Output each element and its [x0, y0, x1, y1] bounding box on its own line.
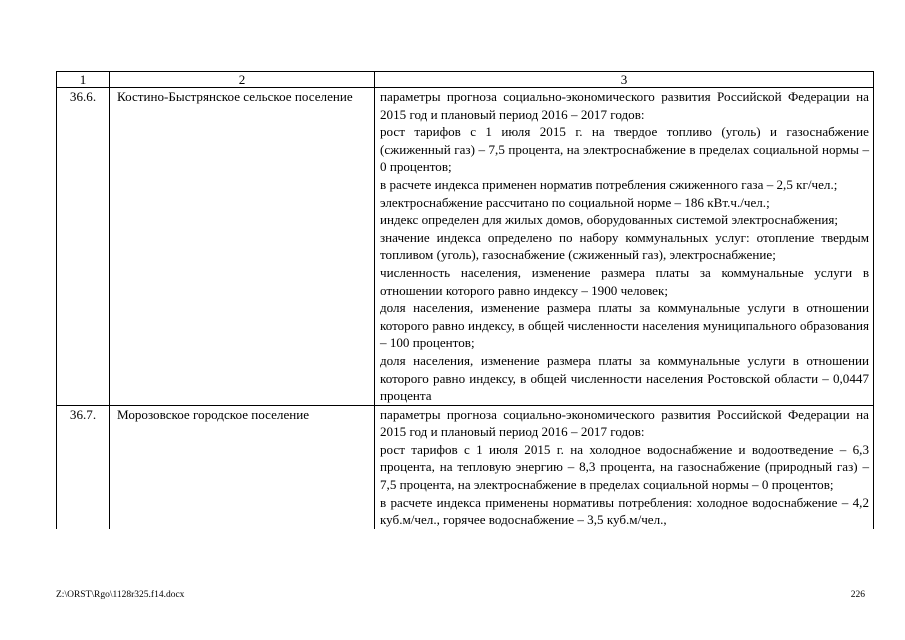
- row-number: 36.7.: [57, 405, 110, 529]
- paragraph: значение индекса определено по набору коммунальных услуг: отопление твердым топливом (уголь), газоснабжение (сжиженный газ), электроснабжение;: [380, 229, 869, 263]
- header-row: [57, 72, 874, 88]
- header-col-1: 1: [57, 72, 110, 88]
- row-number: 36.6.: [57, 88, 110, 406]
- table-header: [57, 72, 874, 88]
- table-row: [57, 88, 874, 406]
- table-body: [57, 88, 874, 529]
- municipality-name: Морозовское городское поселение: [110, 405, 375, 529]
- paragraph: индекс определен для жилых домов, оборудованных системой электроснабжения;: [380, 212, 839, 228]
- municipality-name: Костино-Быстрянское сельское поселение: [110, 88, 375, 406]
- paragraph: параметры прогноза социально-экономического развития Российской Федерации на 2015 год и плановый период 2016 – 2017 годов:: [380, 406, 869, 440]
- footer-page-number: 226: [850, 590, 865, 600]
- parameters-cell: [375, 88, 874, 406]
- table-row: [57, 405, 874, 529]
- paragraph: рост тарифов с 1 июля 2015 г. на холодное водоснабжение и водоотведение – 6,3 процента, на тепловую энергию – 8,3 процента, на газоснабжение (природный газ) – 7,5 процента, на электроснабжение в пределах социальной нормы – 0 процентов;: [380, 441, 869, 493]
- paragraph: доля населения, изменение размера платы за коммунальные услуги в отношении которого равно индексу, в общей численности населения муниципального образования – 100 процентов;: [380, 300, 869, 351]
- paragraph: доля населения, изменение размера платы за коммунальные услуги в отношении которого равно индексу, в общей численности населения Ростовской области – 0,0447 процента: [380, 352, 869, 404]
- header-col-2: 2: [110, 72, 375, 88]
- paragraph: электроснабжение рассчитано по социальной норме – 186 кВт.ч./чел.;: [380, 194, 770, 210]
- paragraph: параметры прогноза социально-экономического развития Российской Федерации на 2015 год и плановый период 2016 – 2017 годов:: [380, 89, 869, 122]
- paragraph: в расчете индекса применены нормативы потребления: холодное водоснабжение – 4,2 куб.м/чел., горячее водоснабжение – 3,5 куб.м/чел.,: [380, 494, 869, 528]
- parameters-cell: [375, 405, 874, 529]
- paragraph: в расчете индекса применен норматив потребления сжиженного газа – 2,5 кг/чел.;: [380, 176, 838, 192]
- data-table: [56, 71, 874, 529]
- paragraph: рост тарифов с 1 июля 2015 г. на твердое топливо (уголь) и газоснабжение (сжиженный газ) – 7,5 процента, на электроснабжение в пределах социальной нормы – 0 процентов;: [380, 124, 869, 175]
- paragraph: численность населения, изменение размера платы за коммунальные услуги в отношении которого равно индексу – 1900 человек;: [380, 264, 869, 298]
- header-col-3: 3: [375, 72, 874, 88]
- footer-file-path: Z:\ORST\Rgo\1128r325.f14.docx: [56, 590, 185, 600]
